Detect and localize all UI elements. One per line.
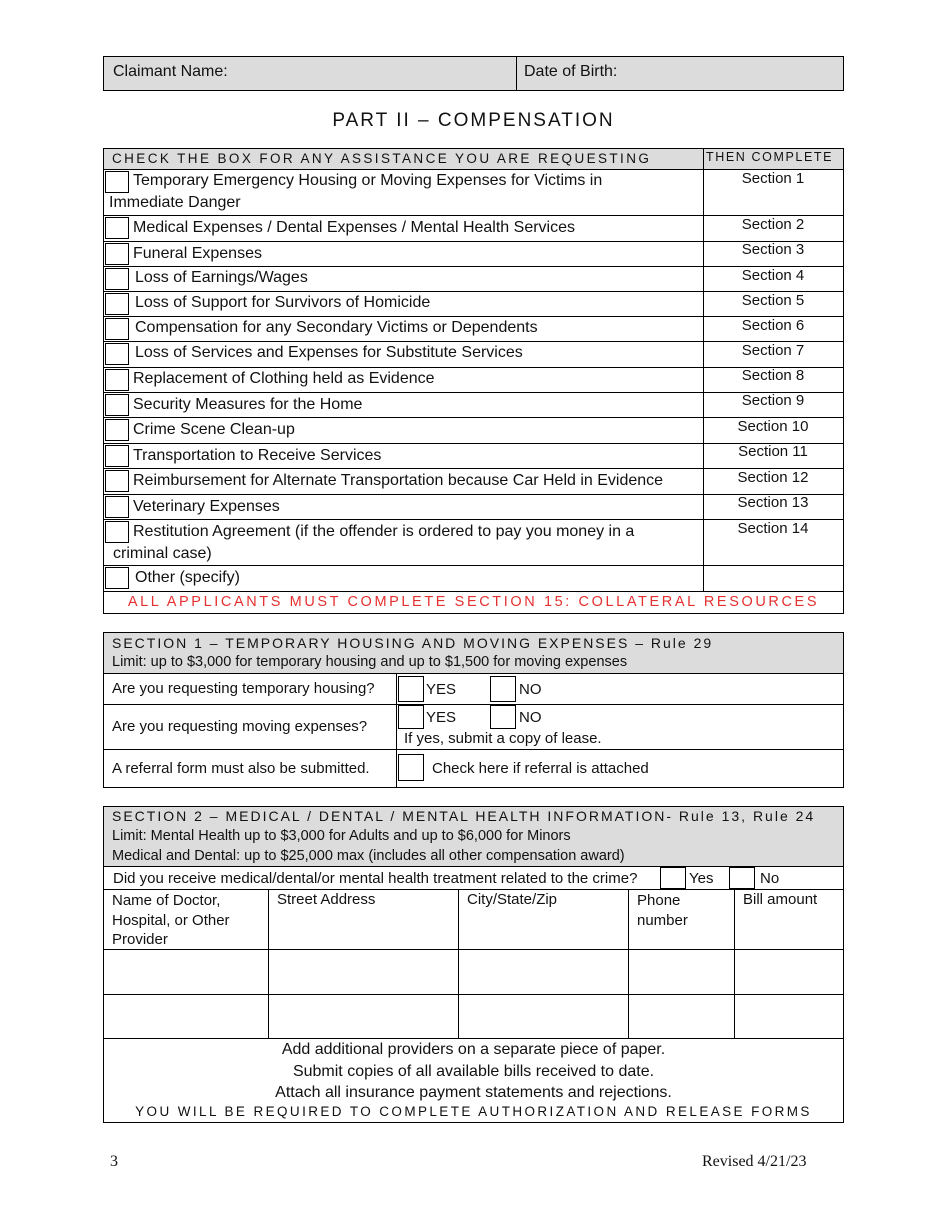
collateral-notice: ALL APPLICANTS MUST COMPLETE SECTION 15: COLLATERAL RESOURCES <box>127 594 820 610</box>
section2-notes <box>103 1039 844 1104</box>
moving-yes-label: YES <box>426 709 457 726</box>
date-of-birth-label: Date of Birth: <box>524 63 618 80</box>
q-temporary-housing: Are you requesting temporary housing? <box>112 680 375 697</box>
treatment-no-label: No <box>760 870 780 887</box>
checkbox-transportation[interactable] <box>105 445 129 467</box>
item-label: Restitution Agreement (if the offender is ordered to pay you money in a <box>133 523 635 540</box>
q-moving-expenses: Are you requesting moving expenses? <box>112 718 368 735</box>
col-provider-header <box>112 891 230 950</box>
item-section: Section 3 <box>741 241 805 258</box>
item-label: Other (specify) <box>135 569 240 586</box>
provider-input-1[interactable] <box>105 951 267 993</box>
bill-input-1[interactable] <box>736 951 842 993</box>
other-specify-field[interactable] <box>706 568 840 588</box>
checkbox-restitution[interactable] <box>105 521 129 543</box>
checkbox-clothing[interactable] <box>105 369 129 391</box>
housing-yes-checkbox[interactable] <box>398 676 424 702</box>
item-section: Section 6 <box>741 317 805 334</box>
item-section: Section 7 <box>741 342 805 359</box>
checkbox-security[interactable] <box>105 394 129 416</box>
revised-date: Revised 4/21/23 <box>702 1153 807 1170</box>
part-title: PART II – COMPENSATION <box>332 110 615 131</box>
item-label: Reimbursement for Alternate Transportation because Car Held in Evidence <box>133 472 664 489</box>
provider-input-2[interactable] <box>105 996 267 1037</box>
authorization-notice: YOU WILL BE REQUIRED TO COMPLETE AUTHORIZATION AND RELEASE FORMS <box>135 1104 812 1119</box>
treatment-yes-checkbox[interactable] <box>660 867 686 889</box>
checkbox-loss-services[interactable] <box>105 343 129 365</box>
col-phone-header <box>637 891 688 930</box>
assistance-col1-header: CHECK THE BOX FOR ANY ASSISTANCE YOU ARE REQUESTING <box>112 151 652 166</box>
item-label: Loss of Services and Expenses for Substitute Services <box>135 344 523 361</box>
housing-yes-label: YES <box>426 681 457 698</box>
referral-check-label: Check here if referral is attached <box>432 760 649 777</box>
item-section: Section 13 <box>737 494 809 511</box>
assistance-col2-header: THEN COMPLETE <box>706 150 834 164</box>
col-phone-line2: number <box>637 911 688 929</box>
col-street-header: Street Address <box>277 891 376 908</box>
checkbox-medical[interactable] <box>105 217 129 239</box>
moving-yes-checkbox[interactable] <box>398 705 424 729</box>
street-input-2[interactable] <box>270 996 457 1037</box>
item-label: Crime Scene Clean-up <box>133 421 295 438</box>
col-city-header: City/State/Zip <box>467 891 558 908</box>
note-submit-bills: Submit copies of all available bills received to date. <box>292 1062 655 1080</box>
checkbox-loss-earnings[interactable] <box>105 268 129 290</box>
housing-no-checkbox[interactable] <box>490 676 516 702</box>
bill-input-2[interactable] <box>736 996 842 1037</box>
item-section: Section 1 <box>741 170 805 187</box>
city-input-2[interactable] <box>460 996 627 1037</box>
treatment-yes-label: Yes <box>689 870 714 887</box>
section2-limit-1: Limit: Mental Health up to $3,000 for Adults and up to $6,000 for Minors <box>112 828 571 844</box>
col-provider-line1: Name of Doctor, <box>112 892 221 909</box>
item-section: Section 10 <box>737 418 809 435</box>
item-label: Compensation for any Secondary Victims or Dependents <box>135 319 538 336</box>
item-label: Loss of Support for Survivors of Homicide <box>135 294 431 311</box>
checkbox-alternate-transport[interactable] <box>105 470 129 492</box>
referral-text: A referral form must also be submitted. <box>112 760 370 777</box>
item-label-cont: Immediate Danger <box>109 194 241 211</box>
item-section: Section 4 <box>741 267 805 284</box>
lease-note: If yes, submit a copy of lease. <box>404 730 602 747</box>
item-section: Section 11 <box>738 443 808 460</box>
section2-title: SECTION 2 – MEDICAL / DENTAL / MENTAL HEALTH INFORMATION- Rule 13, Rule 24 <box>112 808 816 824</box>
housing-no-label: NO <box>519 681 542 698</box>
checkbox-secondary-victims[interactable] <box>105 318 129 340</box>
item-label: Security Measures for the Home <box>133 396 363 413</box>
moving-no-checkbox[interactable] <box>490 705 516 729</box>
claimant-name-label: Claimant Name: <box>113 63 228 80</box>
checkbox-crime-scene[interactable] <box>105 419 129 441</box>
item-label: Veterinary Expenses <box>133 498 280 515</box>
item-label: Replacement of Clothing held as Evidence <box>133 370 435 387</box>
city-input-1[interactable] <box>460 951 627 993</box>
referral-checkbox[interactable] <box>398 754 424 781</box>
item-label: Temporary Emergency Housing or Moving Expenses for Victims in <box>133 172 603 189</box>
treatment-no-checkbox[interactable] <box>729 867 755 889</box>
phone-input-1[interactable] <box>630 951 733 993</box>
checkbox-temporary-housing[interactable] <box>105 171 129 193</box>
item-section: Section 14 <box>737 520 809 537</box>
street-input-1[interactable] <box>270 951 457 993</box>
item-section: Section 2 <box>741 216 805 233</box>
item-section: Section 8 <box>741 367 805 384</box>
item-label: Loss of Earnings/Wages <box>135 269 308 286</box>
section2-limit-2: Medical and Dental: up to $25,000 max (includes all other compensation award) <box>112 848 625 864</box>
col-provider-line2: Hospital, or Other <box>112 911 230 929</box>
item-label-cont: criminal case) <box>113 545 212 562</box>
checkbox-funeral[interactable] <box>105 243 129 265</box>
item-label: Medical Expenses / Dental Expenses / Mental Health Services <box>133 219 575 236</box>
item-section: Section 9 <box>741 392 805 409</box>
item-label: Transportation to Receive Services <box>133 447 382 464</box>
page-number: 3 <box>110 1153 118 1170</box>
item-label: Funeral Expenses <box>133 245 262 262</box>
col-phone-line1: Phone <box>637 892 681 909</box>
section1-limit: Limit: up to $3,000 for temporary housing and up to $1,500 for moving expenses <box>112 654 628 670</box>
note-insurance: Attach all insurance payment statements and rejections. <box>275 1084 672 1101</box>
col-bill-header: Bill amount <box>743 891 818 908</box>
checkbox-loss-support[interactable] <box>105 293 129 315</box>
item-section: Section 5 <box>741 292 805 309</box>
col-provider-line3: Provider <box>112 931 168 948</box>
checkbox-other[interactable] <box>105 567 129 589</box>
phone-input-2[interactable] <box>630 996 733 1037</box>
item-section: Section 12 <box>737 469 809 486</box>
treatment-question: Did you receive medical/dental/or mental health treatment related to the crime? <box>113 870 638 887</box>
moving-no-label: NO <box>519 709 542 726</box>
checkbox-veterinary[interactable] <box>105 496 129 518</box>
note-additional-providers: Add additional providers on a separate piece of paper. <box>281 1041 666 1058</box>
section1-title: SECTION 1 – TEMPORARY HOUSING AND MOVING EXPENSES – Rule 29 <box>112 635 714 651</box>
